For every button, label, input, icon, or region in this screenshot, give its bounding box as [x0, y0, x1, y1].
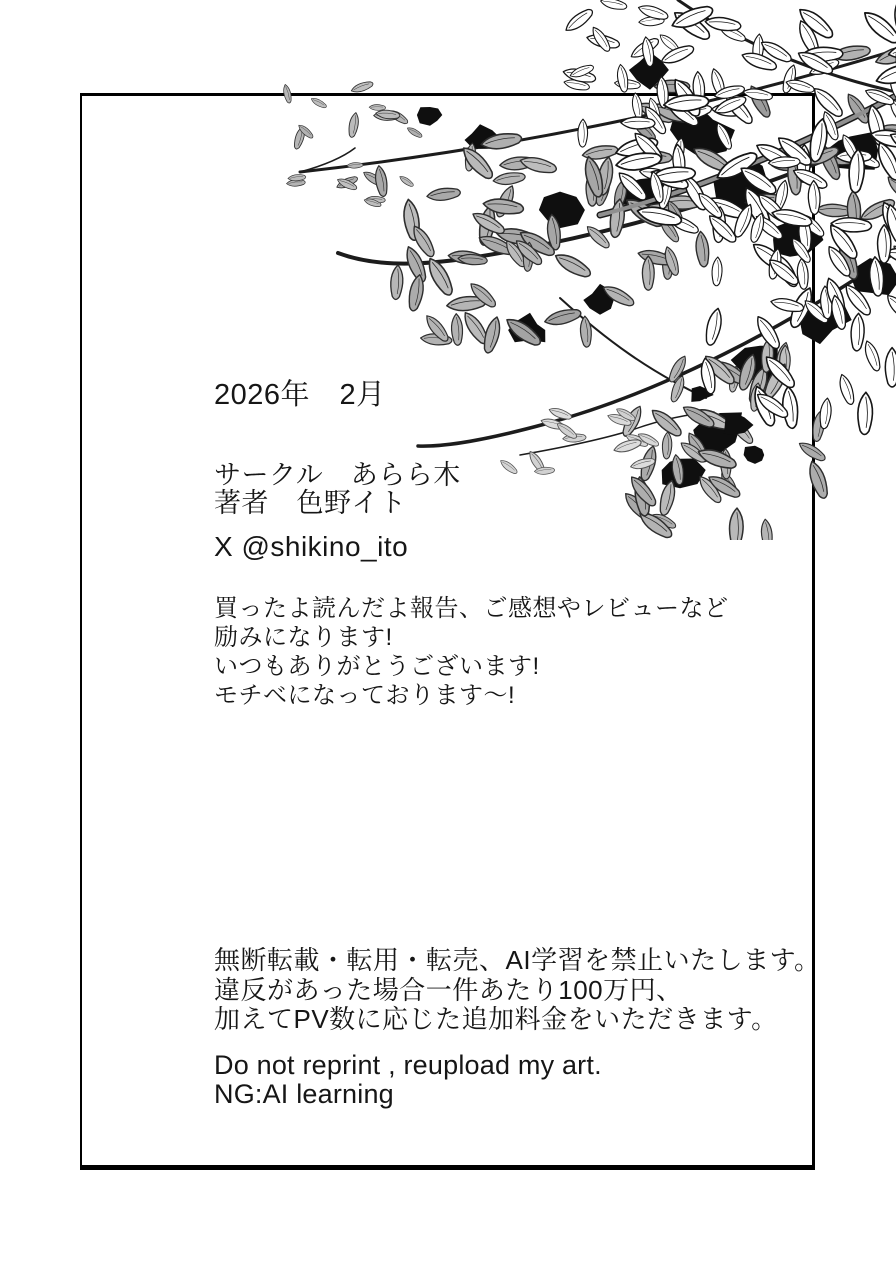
thanks-message-line: 買ったよ読んだよ報告、ご感想やレビューなど	[214, 595, 729, 622]
copyright-notice-line: 無断転載・転用・転売、AI学習を禁止いたします。	[214, 945, 821, 975]
thanks-message-line: 励みになります!	[214, 624, 393, 651]
english-notice-line: Do not reprint , reupload my art.	[214, 1050, 602, 1080]
thanks-message-line: いつもありがとうございます!	[214, 653, 540, 680]
thanks-message-line: モチベになっております〜!	[214, 682, 516, 709]
english-notice-line: NG:AI learning	[214, 1079, 394, 1109]
circle-name: サークル あらら木	[214, 460, 461, 490]
copyright-notice-line: 違反があった場合一件あたり100万円、	[214, 975, 683, 1005]
publication-date: 2026年 2月	[214, 379, 386, 411]
author-name: 著者 色野イト	[214, 488, 407, 518]
copyright-notice-line: 加えてPV数に応じた追加料金をいただきます。	[214, 1004, 778, 1034]
social-handle: X @shikino_ito	[214, 531, 409, 562]
